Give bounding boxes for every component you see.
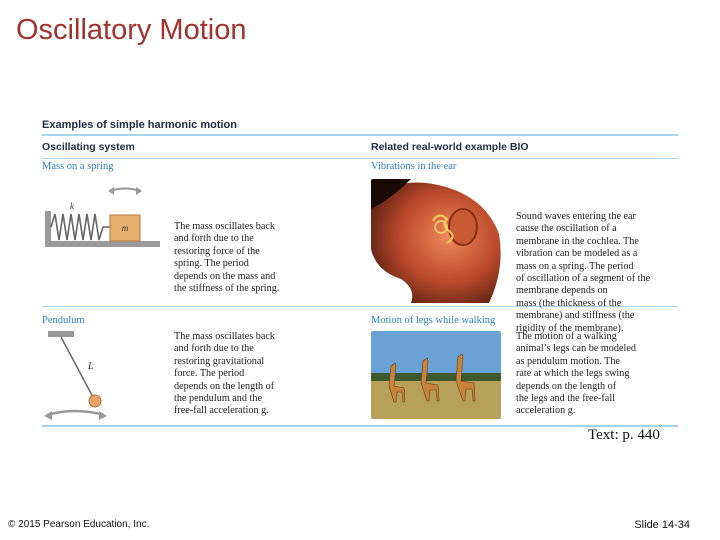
pendulum-figure [42,331,112,431]
spring-motion-arrow [110,189,140,192]
slide-title: Oscillatory Motion [16,14,247,46]
face-silhouette [371,183,501,303]
spring-constant-label: k [70,201,74,211]
example-desc-walking: The motion of a walking animal’s legs can be modeled as pendulum motion. The rate at which the legs swing depends on the length of the legs and the free-fall acceleration g. [516,331,636,417]
bio-tag: BIO [509,141,529,153]
spring-coil [51,214,110,240]
pendulum-arrowhead-right [99,411,107,420]
giraffe-photo [371,331,501,419]
copyright: © 2015 Pearson Education, Inc. [8,519,150,530]
table-bottom-rule [42,425,678,427]
pendulum-motion-arrow [47,411,104,415]
col-header-system: Oscillating system [42,141,135,153]
mass-spring-figure [42,183,162,251]
col-header-example [371,141,529,153]
col-header-example-label: Related real-world example [371,141,507,153]
pendulum-length-label: L [88,361,94,372]
table-row-pendulum [42,307,678,425]
system-desc-pendulum: The mass oscillates back and forth due to the restoring gravitational force. The period depends on the length of the pendulum and the free-fall acceleration g. [174,331,275,417]
example-label-ear: Vibrations in the ear [371,161,457,172]
shm-table [42,116,678,427]
example-desc-ear: Sound waves entering the ear cause the oscillation of a membrane in the cochlea. The vibration can be modeled as a mass on a spring. The period of oscillation of a segment of the membrane depends on mass (the thickness of the membrane) and stiffness (the rigidity of the membrane). [516,211,651,334]
giraffe-photo-image [371,331,501,419]
table-heading: Examples of simple harmonic motion [42,119,237,131]
ear-shape [449,209,477,245]
ear-photo-image [371,179,505,303]
column-headers [42,136,678,158]
system-label-spring: Mass on a spring [42,161,114,172]
pendulum-arrowhead-left [44,411,52,420]
text-reference: Text: p. 440 [588,427,660,443]
slide-number: Slide 14-34 [634,519,690,531]
spring-arrowhead-left [108,187,114,195]
system-label-pendulum: Pendulum [42,315,85,326]
mass-label: m [121,223,129,233]
pendulum-support [48,331,74,337]
spring-arrowhead-right [136,187,142,195]
spring-floor [45,241,160,247]
ear-photo [371,179,505,303]
system-desc-spring: The mass oscillates back and forth due to the restoring force of the spring. The period depends on the mass and the stiffness of the spring. [174,221,280,295]
example-label-walking: Motion of legs while walking [371,315,496,326]
pendulum-bob [89,395,101,407]
